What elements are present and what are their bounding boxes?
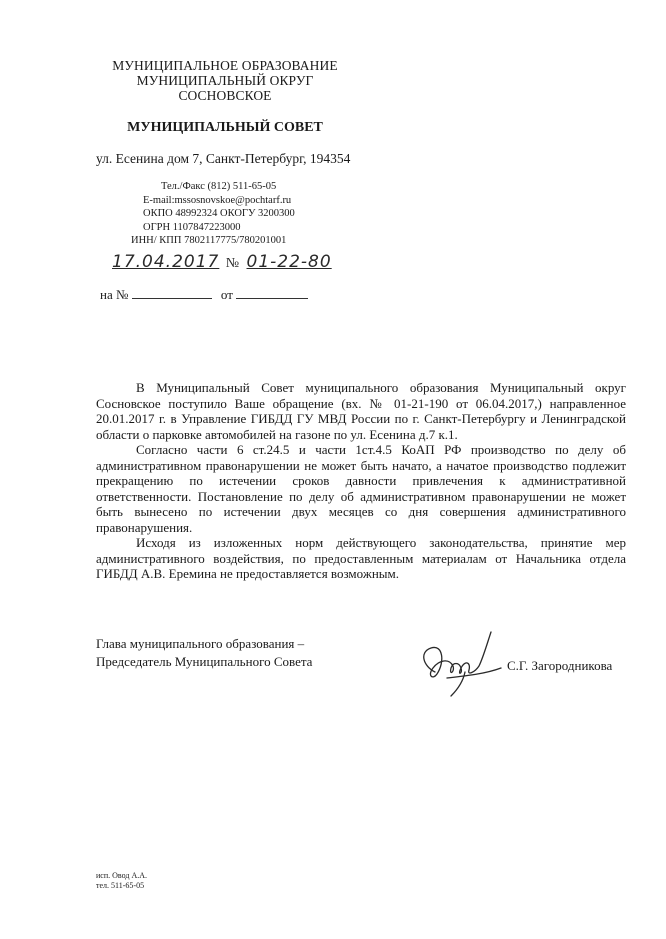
reply-number-blank bbox=[132, 288, 212, 299]
okpo-okogu: ОКПО 48992324 ОКОГУ 3200300 bbox=[143, 208, 295, 219]
address: ул. Есенина дом 7, Санкт-Петербург, 194354 bbox=[96, 151, 351, 166]
outgoing-reference bbox=[112, 252, 332, 272]
inn-kpp: ИНН/ КПП 7802117775/780201001 bbox=[131, 235, 287, 246]
org-name-line1: МУНИЦИПАЛЬНОЕ ОБРАЗОВАНИЕ bbox=[112, 58, 338, 73]
signatory-title-line2: Председатель Муниципального Совета bbox=[96, 654, 313, 669]
executor-phone: тел. 511-65-05 bbox=[96, 881, 145, 890]
outgoing-number: 01-22-80 bbox=[246, 252, 332, 272]
contact-block bbox=[131, 180, 295, 248]
handwritten-signature-icon bbox=[405, 622, 505, 702]
outgoing-date: 17.04.2017 bbox=[112, 252, 220, 272]
phone-fax: Тел./Факс (812) 511-65-05 bbox=[161, 181, 277, 192]
ogrn: ОГРН 1107847223000 bbox=[143, 221, 241, 233]
org-name-line2: МУНИЦИПАЛЬНЫЙ ОКРУГ bbox=[136, 73, 314, 88]
paragraph-2: Согласно части 6 ст.24.5 и части 1ст.4.5 КоАП РФ производство по делу об административном правонарушении не может быть начато, а начатое производство подлежит прекращению по истечении сроков давности привлечения к административной ответственности. Постановление по делу об административном правонарушении не может быть вынесено по истечении двух месяцев со дня совершения административного правонарушения. bbox=[96, 442, 626, 535]
paragraph-1: В Муниципальный Совет муниципального образования Муниципальный округ Сосновское поступило Ваше обращение (вх. № 01-21-190 от 06.04.2017,) направленное 20.01.2017 г. в Управление ГИБДД ГУ МВД России по г. Санкт-Петербургу и Ленинградской области о парковке автомобилей на газоне по ул. Есенина д.7 к.1. bbox=[96, 380, 626, 442]
letter-body bbox=[96, 380, 626, 582]
signatory-name: С.Г. Загородникова bbox=[507, 658, 613, 673]
council-title: МУНИЦИПАЛЬНЫЙ СОВЕТ bbox=[127, 120, 323, 135]
reply-date-label: от bbox=[220, 287, 233, 302]
reply-number-label: на № bbox=[100, 287, 129, 302]
executor-name: исп. Овод А.А. bbox=[96, 871, 148, 880]
reply-date-blank bbox=[236, 288, 308, 299]
email: E-mail:mssosnovskoe@pochtarf.ru bbox=[143, 194, 292, 206]
org-name-line3: СОСНОВСКОЕ bbox=[178, 88, 272, 103]
signatory-title-line1: Глава муниципального образования – bbox=[96, 636, 305, 651]
paragraph-3: Исходя из изложенных норм действующего законодательства, принятие мер административного воздействия, по предоставленным материалам от Начальника отдела ГИБДД А.В. Еремина не предоставляется возможным. bbox=[96, 535, 626, 581]
number-sign: № bbox=[225, 256, 241, 271]
signatory-title bbox=[96, 635, 312, 671]
reply-reference bbox=[100, 287, 308, 303]
executor-info bbox=[96, 871, 147, 891]
